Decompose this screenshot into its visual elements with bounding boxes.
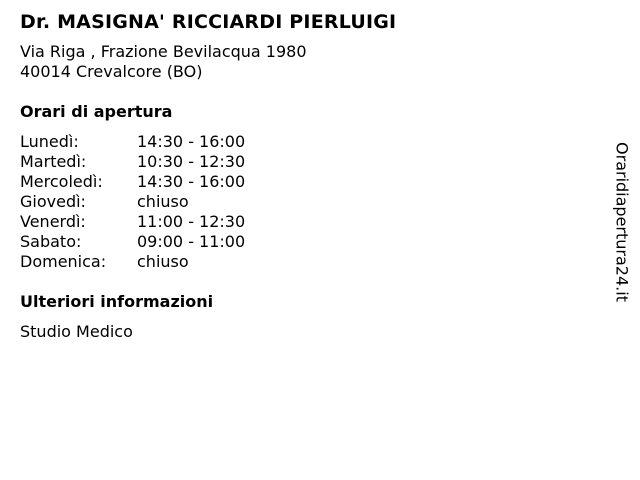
hours-row xyxy=(20,212,245,232)
hours-day: Domenica: xyxy=(20,252,107,271)
hours-time: chiuso xyxy=(137,252,189,271)
hours-row xyxy=(20,252,245,272)
further-info-text: Studio Medico xyxy=(20,322,133,341)
hours-time: chiuso xyxy=(137,192,189,211)
opening-hours-table xyxy=(20,132,245,272)
hours-time: 14:30 - 16:00 xyxy=(137,132,246,151)
site-watermark: Oraridiapertura24.it xyxy=(612,142,632,302)
listing-card xyxy=(20,10,600,342)
opening-hours-heading: Orari di apertura xyxy=(20,102,173,121)
hours-time: 11:00 - 12:30 xyxy=(137,212,246,231)
hours-day: Venerdì: xyxy=(20,212,86,231)
hours-row xyxy=(20,192,245,212)
hours-row xyxy=(20,172,245,192)
hours-row xyxy=(20,132,245,152)
hours-row xyxy=(20,152,245,172)
hours-time: 10:30 - 12:30 xyxy=(137,152,246,171)
hours-day: Giovedì: xyxy=(20,192,86,211)
hours-row xyxy=(20,232,245,252)
address-city: 40014 Crevalcore (BO) xyxy=(20,62,203,81)
hours-day: Martedì: xyxy=(20,152,87,171)
address-block xyxy=(20,42,600,82)
page-title: Dr. MASIGNA' RICCIARDI PIERLUIGI xyxy=(20,11,397,33)
hours-day: Lunedì: xyxy=(20,132,79,151)
hours-time: 14:30 - 16:00 xyxy=(137,172,246,191)
address-street: Via Riga , Frazione Bevilacqua 1980 xyxy=(20,42,307,61)
hours-day: Sabato: xyxy=(20,232,82,251)
further-info-heading: Ulteriori informazioni xyxy=(20,292,214,311)
hours-day: Mercoledì: xyxy=(20,172,103,191)
hours-time: 09:00 - 11:00 xyxy=(137,232,246,251)
